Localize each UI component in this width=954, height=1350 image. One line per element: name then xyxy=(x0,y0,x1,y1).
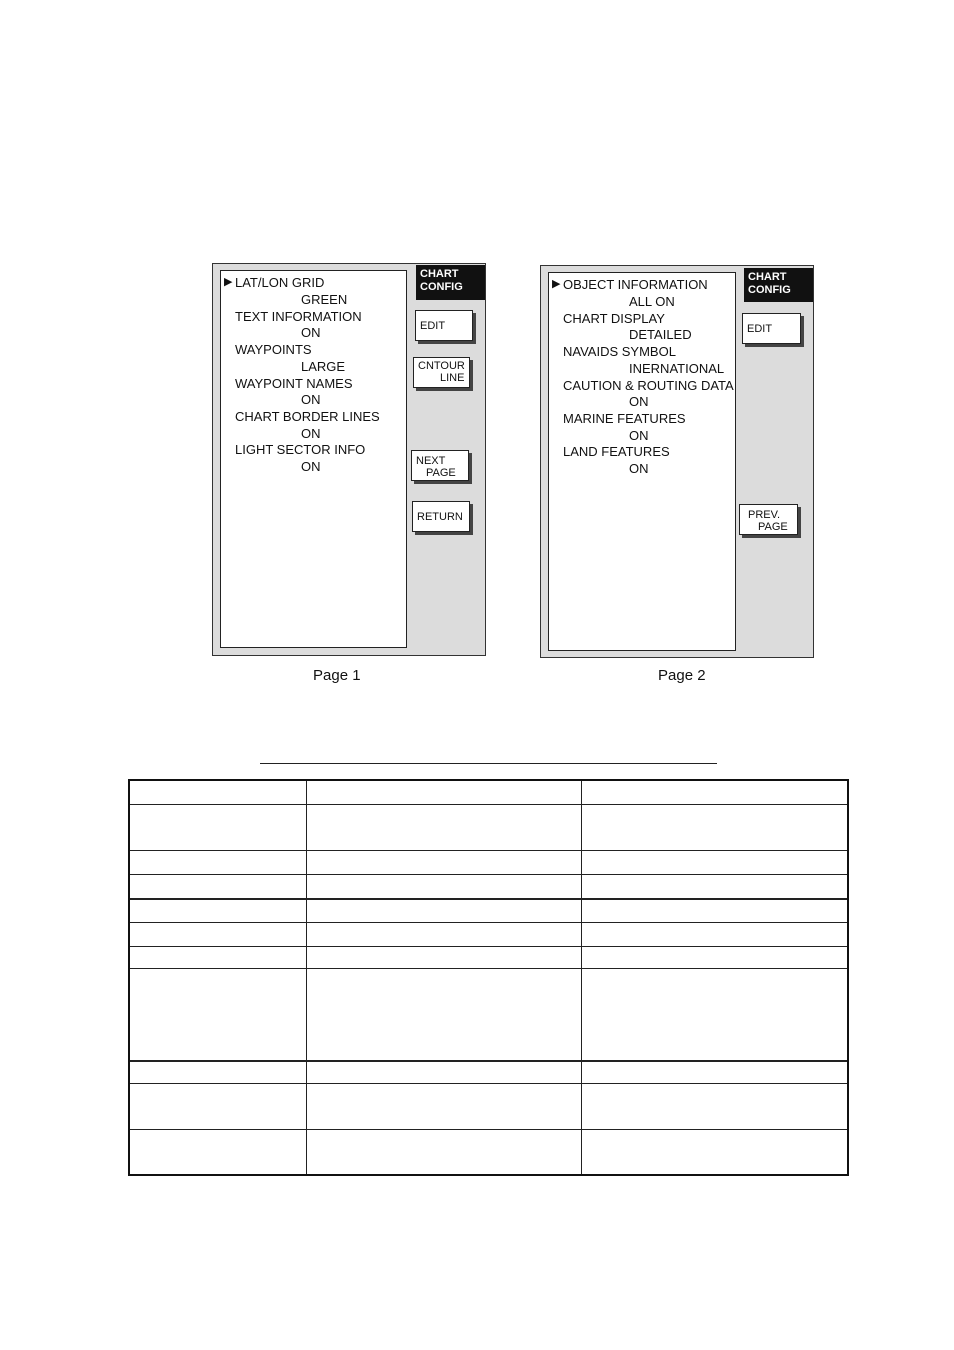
row-divider xyxy=(130,968,847,969)
menu-item-light-sector-info[interactable]: LIGHT SECTOR INFO xyxy=(235,442,366,457)
title-line-2: CONFIG xyxy=(420,281,463,293)
menu-value-chart-display: DETAILED xyxy=(629,327,692,342)
menu-list-page1 xyxy=(220,270,407,648)
menu-item-land-features[interactable]: LAND FEATURES xyxy=(563,444,670,459)
edit-button[interactable]: EDIT xyxy=(415,310,473,341)
menu-item-marine-features[interactable]: MARINE FEATURES xyxy=(563,411,686,426)
chart-config-page1-panel xyxy=(212,263,486,656)
menu-value-chart-border-lines: ON xyxy=(301,426,321,441)
next-page-button[interactable]: NEXT PAGE xyxy=(411,450,469,481)
title-line-1: CHART xyxy=(420,268,459,280)
menu-list-page2 xyxy=(548,272,736,651)
return-button[interactable]: RETURN xyxy=(412,501,470,532)
settings-table xyxy=(128,779,849,1176)
menu-value-navaids-symbol: INERNATIONAL xyxy=(629,361,725,376)
row-divider xyxy=(130,1060,847,1062)
menu-item-caution-routing-data[interactable]: CAUTION & ROUTING DATA xyxy=(563,378,734,393)
menu-item-object-information[interactable]: OBJECT INFORMATION xyxy=(563,277,708,292)
menu-item-chart-border-lines[interactable]: CHART BORDER LINES xyxy=(235,409,380,424)
cntour-line-button[interactable]: CNTOUR LINE xyxy=(413,357,470,388)
menu-item-navaids-symbol[interactable]: NAVAIDS SYMBOL xyxy=(563,344,676,359)
menu-item-text-information[interactable]: TEXT INFORMATION xyxy=(235,309,362,324)
row-divider xyxy=(130,946,847,947)
menu-value-light-sector-info: ON xyxy=(301,459,321,474)
menu-value-lat-lon-grid: GREEN xyxy=(301,292,348,307)
menu-item-chart-display[interactable]: CHART DISPLAY xyxy=(563,311,665,326)
row-divider xyxy=(130,922,847,923)
chart-config-page2-panel xyxy=(540,265,814,658)
menu-value-text-information: ON xyxy=(301,325,321,340)
row-divider xyxy=(130,1129,847,1130)
caption-page2: Page 2 xyxy=(658,667,706,684)
cursor-arrow-icon: ▶ xyxy=(224,276,233,288)
page-title-chart-config xyxy=(416,265,485,300)
cursor-arrow-icon: ▶ xyxy=(552,278,561,290)
column-divider xyxy=(306,781,307,1174)
caption-page1: Page 1 xyxy=(313,667,361,684)
menu-value-waypoint-names: ON xyxy=(301,392,321,407)
menu-item-lat-lon-grid[interactable]: LAT/LON GRID xyxy=(235,275,325,290)
prev-page-button[interactable]: PREV. PAGE xyxy=(739,504,798,535)
title-underline xyxy=(260,763,717,764)
row-divider xyxy=(130,850,847,851)
menu-value-marine-features: ON xyxy=(629,428,649,443)
row-divider xyxy=(130,898,847,900)
row-divider xyxy=(130,804,847,805)
menu-value-waypoints: LARGE xyxy=(301,359,346,374)
menu-value-object-information: ALL ON xyxy=(629,294,675,309)
title-line-1: CHART xyxy=(748,271,787,283)
menu-item-waypoint-names[interactable]: WAYPOINT NAMES xyxy=(235,376,353,391)
menu-item-waypoints[interactable]: WAYPOINTS xyxy=(235,342,312,357)
title-line-2: CONFIG xyxy=(748,284,791,296)
edit-button[interactable]: EDIT xyxy=(742,313,801,344)
page-title-chart-config xyxy=(744,268,813,302)
column-divider xyxy=(581,781,582,1174)
row-divider xyxy=(130,1083,847,1084)
menu-value-caution-routing-data: ON xyxy=(629,394,649,409)
row-divider xyxy=(130,874,847,875)
menu-value-land-features: ON xyxy=(629,461,649,476)
